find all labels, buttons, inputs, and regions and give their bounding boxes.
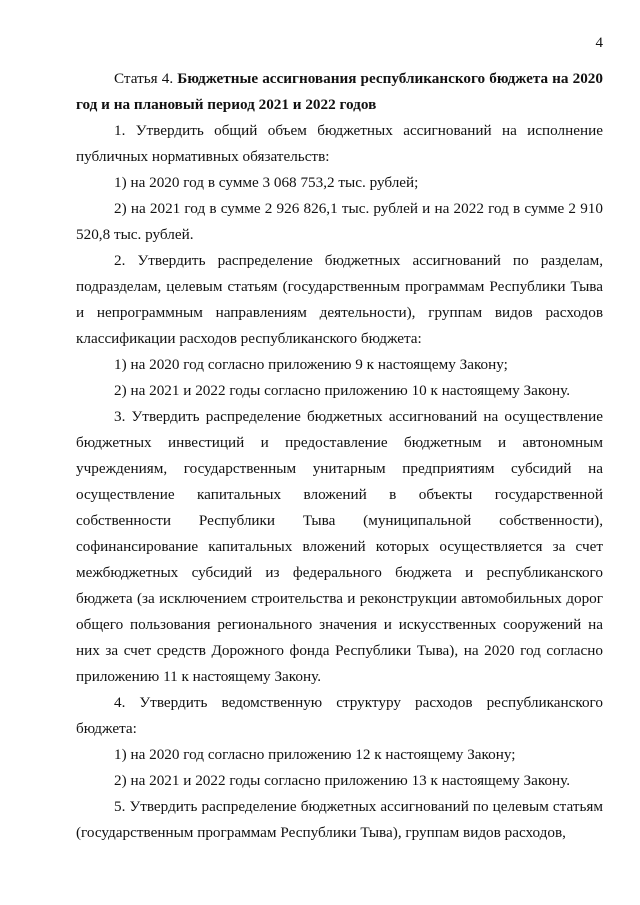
page-number: 4 <box>595 35 603 51</box>
paragraph-4-item-1: 1) на 2020 год согласно приложению 12 к настоящему Закону; <box>114 746 516 763</box>
article-heading <box>76 66 603 118</box>
paragraph-4-item-2: 2) на 2021 и 2022 годы согласно приложению 13 к настоящему Закону. <box>114 772 571 789</box>
paragraph-1-item-1: 1) на 2020 год в сумме 3 068 753,2 тыс. рублей; <box>114 174 419 191</box>
document-body <box>76 66 603 846</box>
paragraph-2-item-2: 2) на 2021 и 2022 годы согласно приложению 10 к настоящему Закону. <box>114 382 571 399</box>
article-label: Статья 4. <box>114 70 174 87</box>
paragraph-1-item-2: 2) на 2021 год в сумме 2 926 826,1 тыс. рублей и на 2022 год в сумме 2 910 520,8 тыс. рублей. <box>76 200 603 243</box>
paragraph-2: 2. Утвердить распределение бюджетных ассигнований по разделам, подразделам, целевым статьям (государственным программам Республики Тыва и непрограммным направлениям деятельности), группам видов расходов классификации расходов республиканского бюджета: <box>76 252 603 347</box>
article-title: Бюджетные ассигнования республиканского бюджета на 2020 год и на плановый период 2021 и 2022 годов <box>76 70 603 113</box>
paragraph-3: 3. Утвердить распределение бюджетных ассигнований на осуществление бюджетных инвестиций и предоставление бюджетным и автономным учреждениям, государственным унитарным предприятиям субсидий на осуществление капитальных вложений в объекты государственной собственности Республики Тыва (муниципальной собственности), софинансирование капитальных вложений которых осуществляется за счет межбюджетных субсидий из федерального бюджета и республиканского бюджета (за исключением строительства и реконструкции автомобильных дорог общего пользования регионального значения и искусственных сооружений на них за счет средств Дорожного фонда Республики Тыва), на 2020 год согласно приложению 11 к настоящему Закону. <box>76 408 603 685</box>
paragraph-1: 1. Утвердить общий объем бюджетных ассигнований на исполнение публичных нормативных обязательств: <box>76 122 603 165</box>
paragraph-4: 4. Утвердить ведомственную структуру расходов республиканского бюджета: <box>76 694 603 737</box>
paragraph-5: 5. Утвердить распределение бюджетных ассигнований по целевым статьям (государственным программам Республики Тыва), группам видов расходов, <box>76 798 603 841</box>
paragraph-2-item-1: 1) на 2020 год согласно приложению 9 к настоящему Закону; <box>114 356 508 373</box>
